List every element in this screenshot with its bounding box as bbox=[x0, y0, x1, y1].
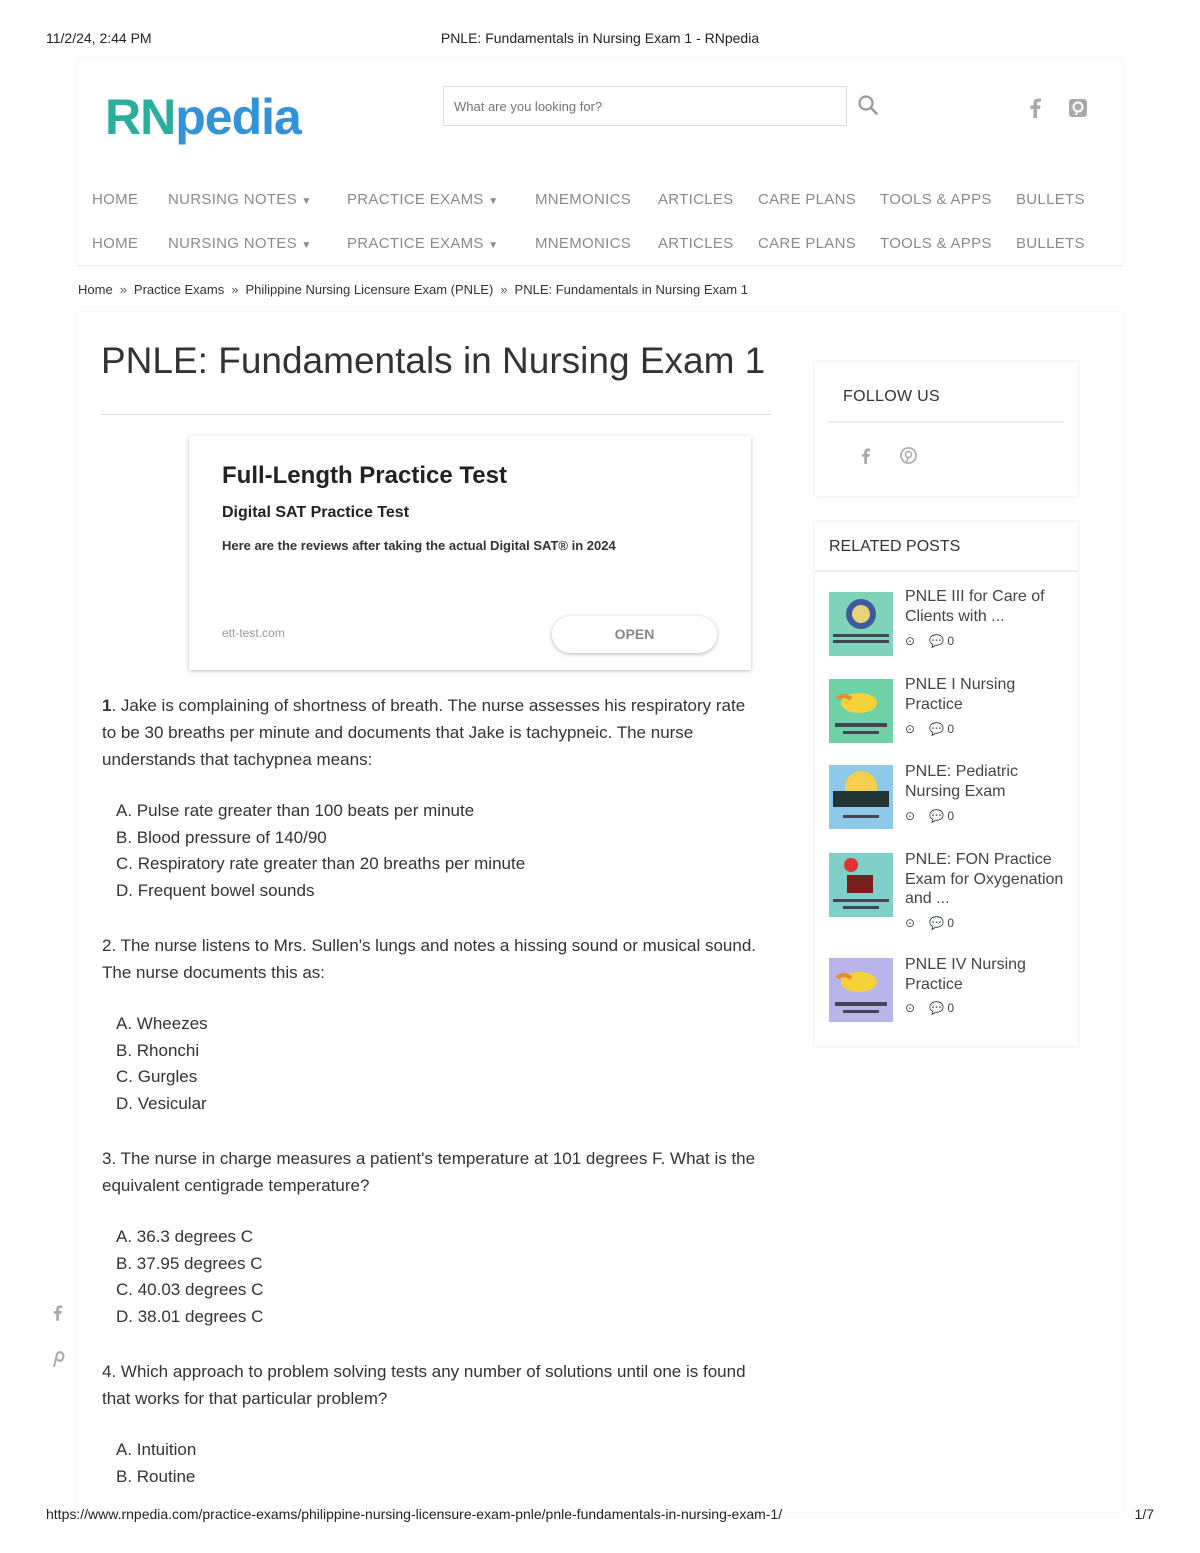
option: C. Respiratory rate greater than 20 breaths per minute bbox=[116, 854, 526, 874]
thumb-lungs bbox=[847, 875, 873, 893]
option: A. 36.3 degrees C bbox=[116, 1227, 254, 1246]
thumb-caption-line bbox=[835, 723, 887, 727]
follow-divider bbox=[828, 421, 1064, 423]
search-input[interactable] bbox=[443, 86, 847, 126]
thumb-figures bbox=[833, 791, 889, 807]
caret-down-icon: ▼ bbox=[488, 240, 499, 251]
logo-pedia: pedia bbox=[175, 89, 301, 145]
option: D. Frequent bowel sounds bbox=[116, 881, 315, 901]
comment-count: 0 bbox=[947, 1001, 955, 1015]
comment-count: 0 bbox=[947, 916, 955, 930]
thumb-heart bbox=[844, 858, 858, 872]
nav-item-bullets[interactable]: BULLETS bbox=[1016, 191, 1085, 208]
share-pinterest-icon[interactable] bbox=[52, 1350, 66, 1373]
nav-item-bullets[interactable]: BULLETS bbox=[1016, 235, 1085, 252]
post-thumbnail[interactable] bbox=[829, 765, 893, 829]
post-thumbnail[interactable] bbox=[829, 958, 893, 1022]
thumb-caption-line bbox=[843, 906, 879, 909]
site-logo[interactable] bbox=[105, 88, 301, 146]
nav-item-practice-exams[interactable] bbox=[347, 235, 498, 252]
breadcrumb-separator: » bbox=[119, 282, 127, 297]
facebook-icon[interactable] bbox=[1028, 98, 1042, 123]
nav-item-tools-apps[interactable]: TOOLS & APPS bbox=[880, 191, 992, 208]
nav-item-label: PRACTICE EXAMS bbox=[347, 191, 484, 208]
print-page-title: PNLE: Fundamentals in Nursing Exam 1 - RNpedia bbox=[440, 30, 760, 46]
option: B. Routine bbox=[116, 1466, 196, 1486]
nav-item-label: NURSING NOTES bbox=[168, 191, 297, 208]
caret-down-icon: ▼ bbox=[301, 240, 312, 251]
thumb-seal-center bbox=[852, 605, 870, 623]
facebook-icon[interactable] bbox=[860, 447, 871, 470]
option: A. Pulse rate greater than 100 beats per minute bbox=[116, 801, 475, 820]
follow-us-title: FOLLOW US bbox=[843, 388, 940, 405]
comment-count: 0 bbox=[947, 722, 955, 736]
print-footer bbox=[46, 1506, 1154, 1526]
nav-item-tools-apps[interactable]: TOOLS & APPS bbox=[880, 235, 992, 252]
related-post-title[interactable]: PNLE I Nursing Practice bbox=[905, 676, 1016, 713]
comments-icon: 💬 bbox=[929, 634, 945, 648]
clock-icon: ⊙ bbox=[905, 916, 916, 930]
print-url: https://www.rnpedia.com/practice-exams/philippine-nursing-licensure-exam-pnle/pnle-fundamentals-in-nursing-exam-1/ bbox=[46, 1506, 783, 1522]
main-nav-sticky bbox=[92, 235, 1123, 257]
nav-item-care-plans[interactable]: CARE PLANS bbox=[758, 235, 857, 252]
nav-item-nursing-notes[interactable] bbox=[168, 191, 312, 208]
share-facebook-icon[interactable] bbox=[52, 1304, 63, 1327]
breadcrumb-home[interactable]: Home bbox=[78, 282, 113, 297]
nav-item-mnemonics[interactable]: MNEMONICS bbox=[535, 191, 632, 208]
clock-icon: ⊙ bbox=[905, 1001, 916, 1015]
ad-subtitle: Digital SAT Practice Test bbox=[222, 504, 410, 521]
site-header bbox=[77, 58, 1123, 266]
related-post-title[interactable]: PNLE IV Nursing Practice bbox=[905, 956, 1026, 993]
option: A. Intuition bbox=[116, 1440, 197, 1459]
breadcrumb bbox=[78, 282, 748, 297]
nav-item-label: PRACTICE EXAMS bbox=[347, 235, 484, 252]
nav-item-mnemonics[interactable]: MNEMONICS bbox=[535, 235, 632, 252]
print-datetime: 11/2/24, 2:44 PM bbox=[46, 30, 152, 46]
ad-card[interactable] bbox=[189, 436, 751, 670]
question-3-options bbox=[116, 1224, 263, 1331]
thumb-caption-line bbox=[843, 1010, 879, 1013]
related-divider bbox=[815, 570, 1078, 572]
breadcrumb-current: PNLE: Fundamentals in Nursing Exam 1 bbox=[514, 282, 748, 297]
caret-down-icon: ▼ bbox=[301, 196, 312, 207]
page-title: PNLE: Fundamentals in Nursing Exam 1 bbox=[101, 340, 766, 381]
search-icon[interactable] bbox=[857, 94, 879, 116]
question-number: 1 bbox=[102, 696, 112, 715]
related-post-title[interactable]: PNLE: FON Practice Exam for Oxygenation and ... bbox=[905, 851, 1064, 907]
thumb-caption-line bbox=[843, 815, 879, 818]
logo-rn: RN bbox=[105, 89, 176, 145]
related-post-title[interactable]: PNLE III for Care of Clients with ... bbox=[905, 588, 1045, 625]
pinterest-icon[interactable] bbox=[1069, 98, 1087, 123]
question-3: 3. The nurse in charge measures a patient's temperature at 101 degrees F. What is the equivalent centigrade temperature? bbox=[102, 1149, 756, 1195]
clock-icon: ⊙ bbox=[905, 809, 916, 823]
pinterest-icon[interactable] bbox=[900, 447, 917, 469]
nav-item-nursing-notes[interactable] bbox=[168, 235, 312, 252]
option: C. 40.03 degrees C bbox=[116, 1280, 264, 1300]
nav-item-care-plans[interactable]: CARE PLANS bbox=[758, 191, 857, 208]
option: C. Gurgles bbox=[116, 1067, 198, 1087]
option: A. Wheezes bbox=[116, 1014, 208, 1033]
nav-item-home[interactable]: HOME bbox=[92, 235, 139, 252]
thumb-caption-line bbox=[843, 731, 879, 734]
thumb-caption-line bbox=[835, 1002, 887, 1006]
thumb-caption-line bbox=[833, 899, 889, 902]
post-thumbnail[interactable] bbox=[829, 853, 893, 917]
question-1 bbox=[102, 692, 762, 773]
question-1-options bbox=[116, 798, 525, 905]
post-meta bbox=[905, 722, 954, 736]
clock-icon: ⊙ bbox=[905, 722, 916, 736]
thumb-caption-line bbox=[833, 640, 889, 643]
nav-item-practice-exams[interactable] bbox=[347, 191, 498, 208]
comments-icon: 💬 bbox=[929, 722, 945, 736]
comments-icon: 💬 bbox=[929, 916, 945, 930]
comments-icon: 💬 bbox=[929, 809, 945, 823]
post-meta bbox=[905, 916, 954, 930]
option: D. 38.01 degrees C bbox=[116, 1307, 264, 1327]
related-posts-title: RELATED POSTS bbox=[829, 538, 961, 555]
nav-item-label: NURSING NOTES bbox=[168, 235, 297, 252]
question-text: . Jake is complaining of shortness of breath. The nurse assesses his respiratory rate to be 30 breaths per minute and documents that Jake is tachypneic. The nurse understands that tachypnea means: bbox=[102, 696, 746, 769]
comment-count: 0 bbox=[947, 809, 955, 823]
question-2-options bbox=[116, 1011, 208, 1118]
post-thumbnail[interactable] bbox=[829, 679, 893, 743]
print-page-number: 1/7 bbox=[1134, 1506, 1154, 1522]
breadcrumb-separator: » bbox=[231, 282, 239, 297]
caret-down-icon: ▼ bbox=[488, 196, 499, 207]
related-post-title[interactable]: PNLE: Pediatric Nursing Exam bbox=[905, 763, 1018, 800]
question-4-options bbox=[116, 1437, 196, 1490]
post-meta bbox=[905, 809, 954, 823]
question-2: 2. The nurse listens to Mrs. Sullen's lungs and notes a hissing sound or musical sound. The nurse documents this as: bbox=[102, 936, 757, 982]
option: B. Blood pressure of 140/90 bbox=[116, 827, 327, 847]
question-4: 4. Which approach to problem solving tests any number of solutions until one is found that works for that particular problem? bbox=[102, 1362, 746, 1408]
option: B. Rhonchi bbox=[116, 1040, 200, 1060]
print-header bbox=[46, 30, 1154, 50]
clock-icon: ⊙ bbox=[905, 634, 916, 648]
comment-count: 0 bbox=[947, 634, 955, 648]
nav-item-articles[interactable]: ARTICLES bbox=[658, 191, 734, 208]
ad-text: Here are the reviews after taking the actual Digital SAT® in 2024 bbox=[222, 538, 616, 553]
ad-title: Full-Length Practice Test bbox=[222, 462, 507, 489]
follow-us-widget bbox=[815, 362, 1078, 496]
post-thumbnail[interactable] bbox=[829, 592, 893, 656]
post-meta bbox=[905, 634, 954, 648]
title-divider bbox=[101, 414, 771, 415]
thumb-caption-line bbox=[833, 634, 889, 637]
breadcrumb-practice-exams[interactable]: Practice Exams bbox=[133, 282, 225, 297]
nav-item-articles[interactable]: ARTICLES bbox=[658, 235, 734, 252]
main-nav bbox=[92, 191, 1123, 213]
ad-open-button[interactable]: OPEN bbox=[552, 616, 717, 653]
nav-item-home[interactable]: HOME bbox=[92, 191, 139, 208]
option: B. 37.95 degrees C bbox=[116, 1253, 263, 1273]
comments-icon: 💬 bbox=[929, 1001, 945, 1015]
breadcrumb-separator: » bbox=[500, 282, 508, 297]
breadcrumb-pnle[interactable]: Philippine Nursing Licensure Exam (PNLE) bbox=[245, 282, 494, 297]
post-meta bbox=[905, 1001, 954, 1015]
ad-domain[interactable]: ett-test.com bbox=[222, 626, 285, 640]
option: D. Vesicular bbox=[116, 1094, 207, 1114]
